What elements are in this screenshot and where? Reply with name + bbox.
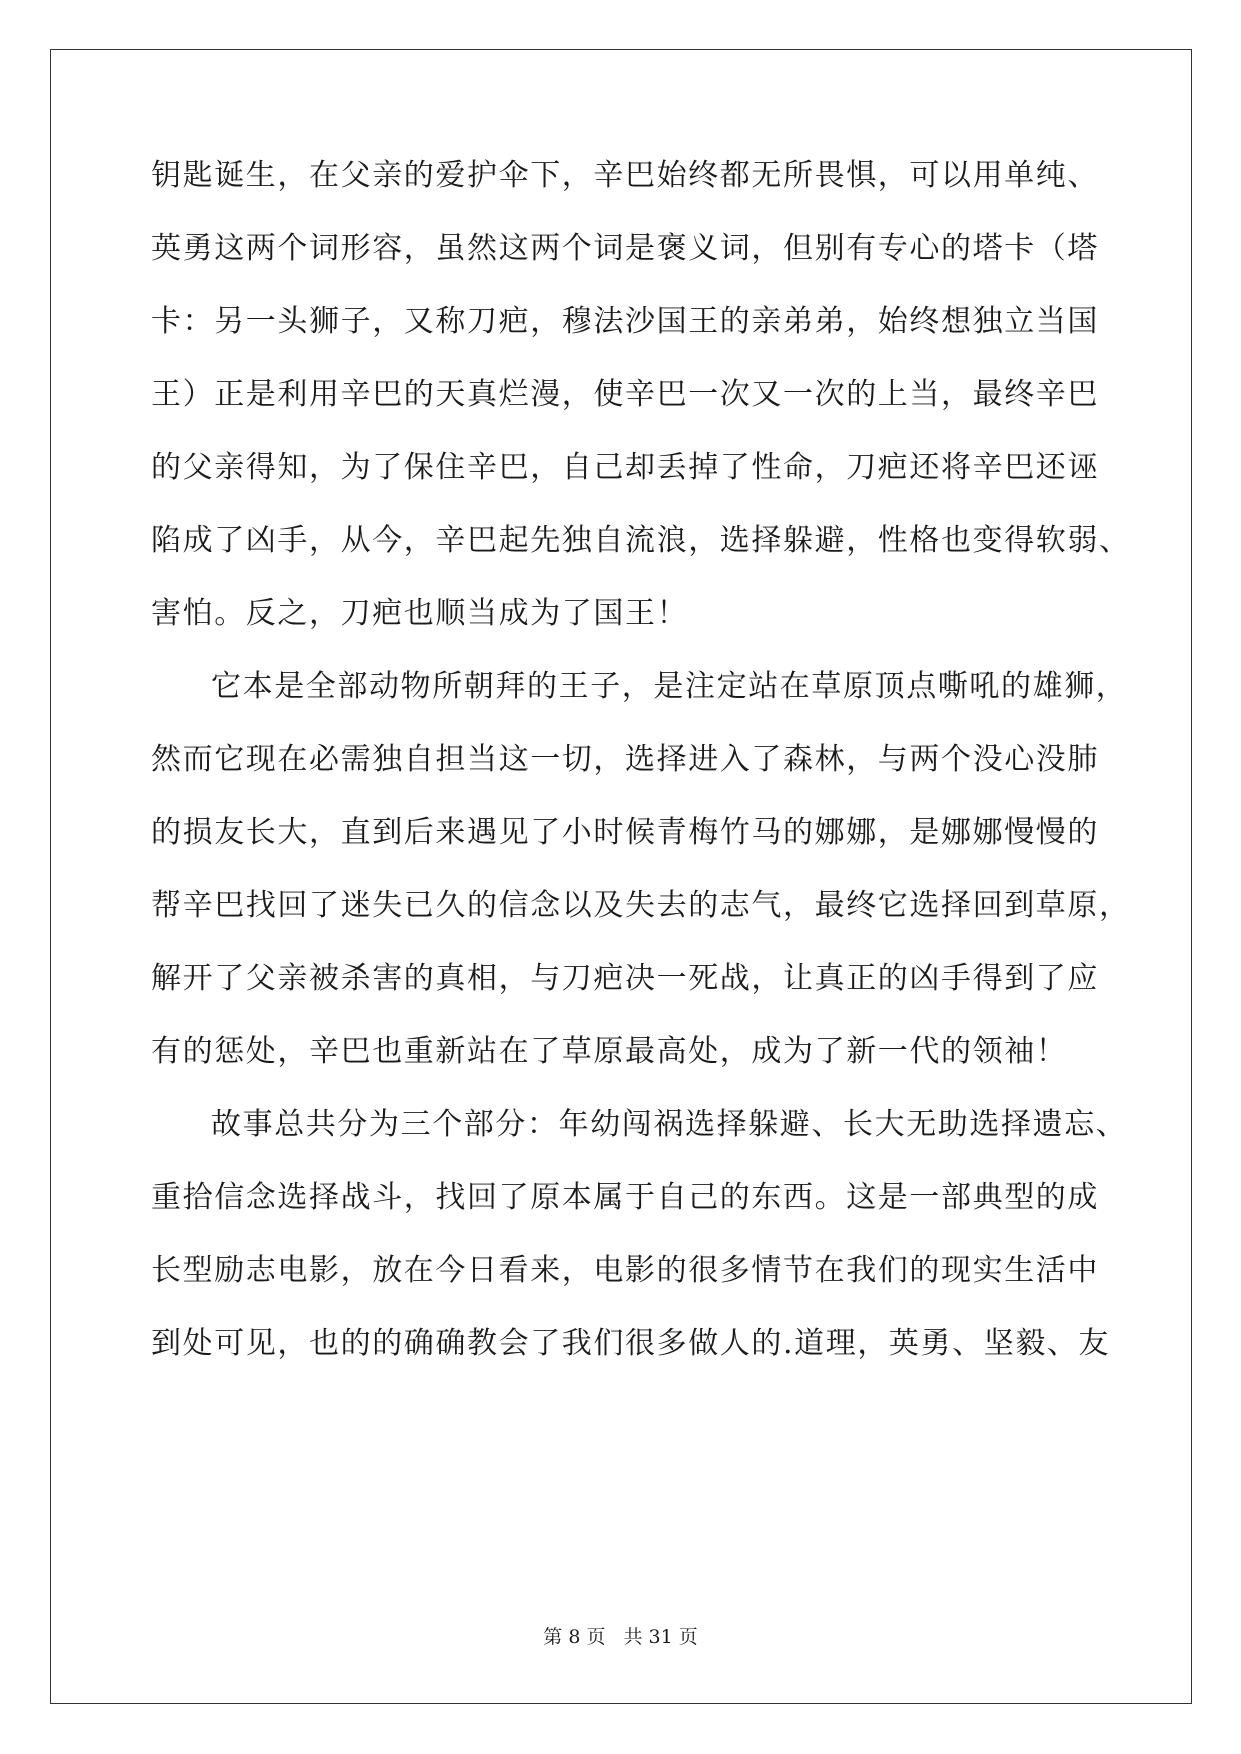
page-border xyxy=(50,49,1192,1704)
paragraph-1-line-2: 英勇这两个词形容，虽然这两个词是褒义词，但别有专心的塔卡（塔 xyxy=(151,231,1099,266)
page-total: 共 31 页 xyxy=(623,1626,698,1648)
paragraph-2-line-3: 的损友长大，直到后来遇见了小时候青梅竹马的娜娜，是娜娜慢慢的 xyxy=(151,815,1099,850)
paragraph-2-line-4: 帮辛巴找回了迷失已久的信念以及失去的志气，最终它选择回到草原， xyxy=(151,888,1131,923)
paragraph-2-line-5: 解开了父亲被杀害的真相，与刀疤决一死战，让真正的凶手得到了应 xyxy=(151,961,1099,996)
page-number: 第 8 页 xyxy=(543,1626,606,1648)
paragraph-1-line-7: 害怕。反之，刀疤也顺当成为了国王！ xyxy=(151,596,689,631)
page-footer xyxy=(0,1625,1241,1649)
paragraph-1-line-4: 王）正是利用辛巴的天真烂漫，使辛巴一次又一次的上当，最终辛巴 xyxy=(151,377,1099,412)
paragraph-2-line-1: 它本是全部动物所朝拜的王子，是注定站在草原顶点嘶吼的雄狮， xyxy=(211,669,1128,704)
paragraph-1-line-3: 卡：另一头狮子，又称刀疤，穆法沙国王的亲弟弟，始终想独立当国 xyxy=(151,304,1099,339)
paragraph-2-line-6: 有的惩处，辛巴也重新站在了草原最高处，成为了新一代的领袖！ xyxy=(151,1034,1068,1069)
paragraph-2-line-2: 然而它现在必需独自担当这一切，选择进入了森林，与两个没心没肺 xyxy=(151,742,1099,777)
paragraph-1-line-5: 的父亲得知，为了保住辛巴，自己却丢掉了性命，刀疤还将辛巴还诬 xyxy=(151,450,1099,485)
paragraph-1-line-6: 陷成了凶手，从今，辛巴起先独自流浪，选择躲避，性格也变得软弱、 xyxy=(151,523,1131,558)
paragraph-3-line-2: 重拾信念选择战斗，找回了原本属于自己的东西。这是一部典型的成 xyxy=(151,1180,1099,1215)
paragraph-1-line-1: 钥匙诞生，在父亲的爱护伞下，辛巴始终都无所畏惧，可以用单纯、 xyxy=(151,158,1099,193)
paragraph-3-line-1: 故事总共分为三个部分：年幼闯祸选择躲避、长大无助选择遗忘、 xyxy=(211,1107,1128,1142)
paragraph-3-line-4: 到处可见，也的的确确教会了我们很多做人的.道理，英勇、坚毅、友 xyxy=(151,1326,1111,1361)
paragraph-3-line-3: 长型励志电影，放在今日看来，电影的很多情节在我们的现实生活中 xyxy=(151,1253,1099,1288)
